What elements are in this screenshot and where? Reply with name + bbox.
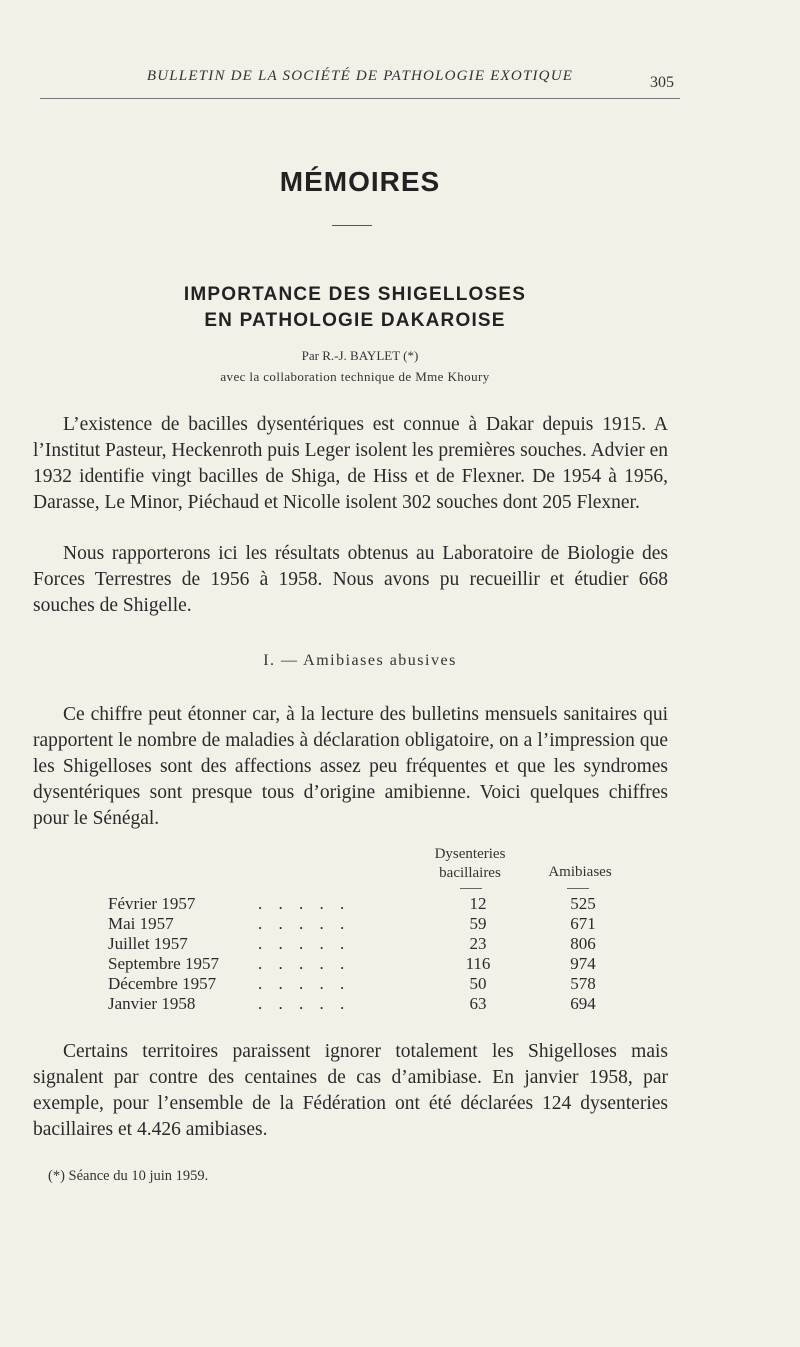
table-header-amibiases: Amibiases — [548, 864, 612, 880]
header-rule — [40, 98, 680, 99]
dysenteries-value: 23 — [469, 934, 487, 953]
article-title-line-2: EN PATHOLOGIE DAKAROISE — [204, 310, 506, 331]
section-title: MÉMOIRES — [279, 166, 441, 197]
table-row — [108, 994, 648, 1014]
paragraph-results: Nous rapporterons ici les résultats obtenus au Laboratoire de Biologie des Forces Terrestres de 1956 à 1958. Nous avons pu recueillir et étudier 668 souches de Shigelle. — [33, 543, 668, 616]
dysenteries-value: 12 — [469, 894, 487, 913]
row-label: Juillet 1957 — [108, 934, 188, 953]
statistics-table — [108, 894, 648, 1014]
row-label: Février 1957 — [108, 894, 196, 913]
table-row — [108, 974, 648, 994]
leader-dots: . . . . . — [258, 994, 351, 1013]
amibiases-value: 806 — [570, 934, 596, 953]
leader-dots: . . . . . — [258, 954, 351, 973]
table-header-dysenteries-line-2: bacillaires — [439, 865, 501, 881]
table-header-rule-1 — [460, 888, 482, 889]
leader-dots: . . . . . — [258, 894, 351, 913]
paragraph-intro: L’existence de bacilles dysentériques est connue à Dakar depuis 1915. A l’Institut Pasteur, Heckenroth puis Leger isolent les premières souches. Advier en 1932 identifie vingt bacilles de Shiga, de Hiss et de Flexner. De 1954 à 1956, Darasse, Le Minor, Piéchaud et Nicolle isolent 302 souches dont 205 Flexner. — [33, 414, 668, 513]
paragraph-amibiases: Ce chiffre peut étonner car, à la lecture des bulletins mensuels sanitaires qui rapportent le nombre de maladies à déclaration obligatoire, on a l’impression que les Shigelloses sont des affections assez peu fréquentes et que les syndromes dysentériques sont presque tous d’origine amibienne. Voici quelques chiffres pour le Sénégal. — [33, 704, 668, 829]
table-header-dysenteries-line-1: Dysenteries — [434, 846, 506, 862]
table-row — [108, 914, 648, 934]
row-label: Janvier 1958 — [108, 994, 196, 1013]
amibiases-value: 694 — [570, 994, 596, 1013]
leader-dots: . . . . . — [258, 934, 351, 953]
collaboration-note: avec la collaboration technique de Mme Khoury — [220, 369, 490, 384]
footnote: (*) Séance du 10 juin 1959. — [48, 1168, 209, 1184]
row-label: Septembre 1957 — [108, 954, 219, 973]
amibiases-value: 525 — [570, 894, 596, 913]
dysenteries-value: 59 — [469, 914, 487, 933]
dysenteries-value: 116 — [465, 954, 491, 973]
amibiases-value: 578 — [570, 974, 596, 993]
table-row — [108, 894, 648, 914]
dysenteries-value: 50 — [469, 974, 487, 993]
running-head: BULLETIN DE LA SOCIÉTÉ DE PATHOLOGIE EXOTIQUE — [146, 68, 574, 84]
table-row — [108, 934, 648, 954]
amibiases-value: 974 — [570, 954, 596, 973]
table-row — [108, 954, 648, 974]
leader-dots: . . . . . — [258, 974, 351, 993]
byline: Par R.-J. BAYLET (*) — [301, 348, 419, 363]
article-title — [0, 282, 710, 334]
article-title-line-1: IMPORTANCE DES SHIGELLOSES — [183, 284, 527, 305]
section-divider — [332, 225, 372, 226]
table-header-rule-2 — [567, 888, 589, 889]
leader-dots: . . . . . — [258, 914, 351, 933]
table-header-dysenteries — [415, 845, 525, 883]
dysenteries-value: 63 — [469, 994, 487, 1013]
subsection-heading: I. — Amibiases abusives — [263, 652, 457, 669]
row-label: Mai 1957 — [108, 914, 174, 933]
amibiases-value: 671 — [570, 914, 596, 933]
paragraph-territoires: Certains territoires paraissent ignorer totalement les Shigelloses mais signalent par contre des centaines de cas d’amibiase. En janvier 1958, par exemple, pour l’ensemble de la Fédération ont été déclarées 124 dysenteries bacillaires et 4.426 amibiases. — [33, 1041, 668, 1140]
page-number: 305 — [650, 74, 674, 91]
row-label: Décembre 1957 — [108, 974, 217, 993]
